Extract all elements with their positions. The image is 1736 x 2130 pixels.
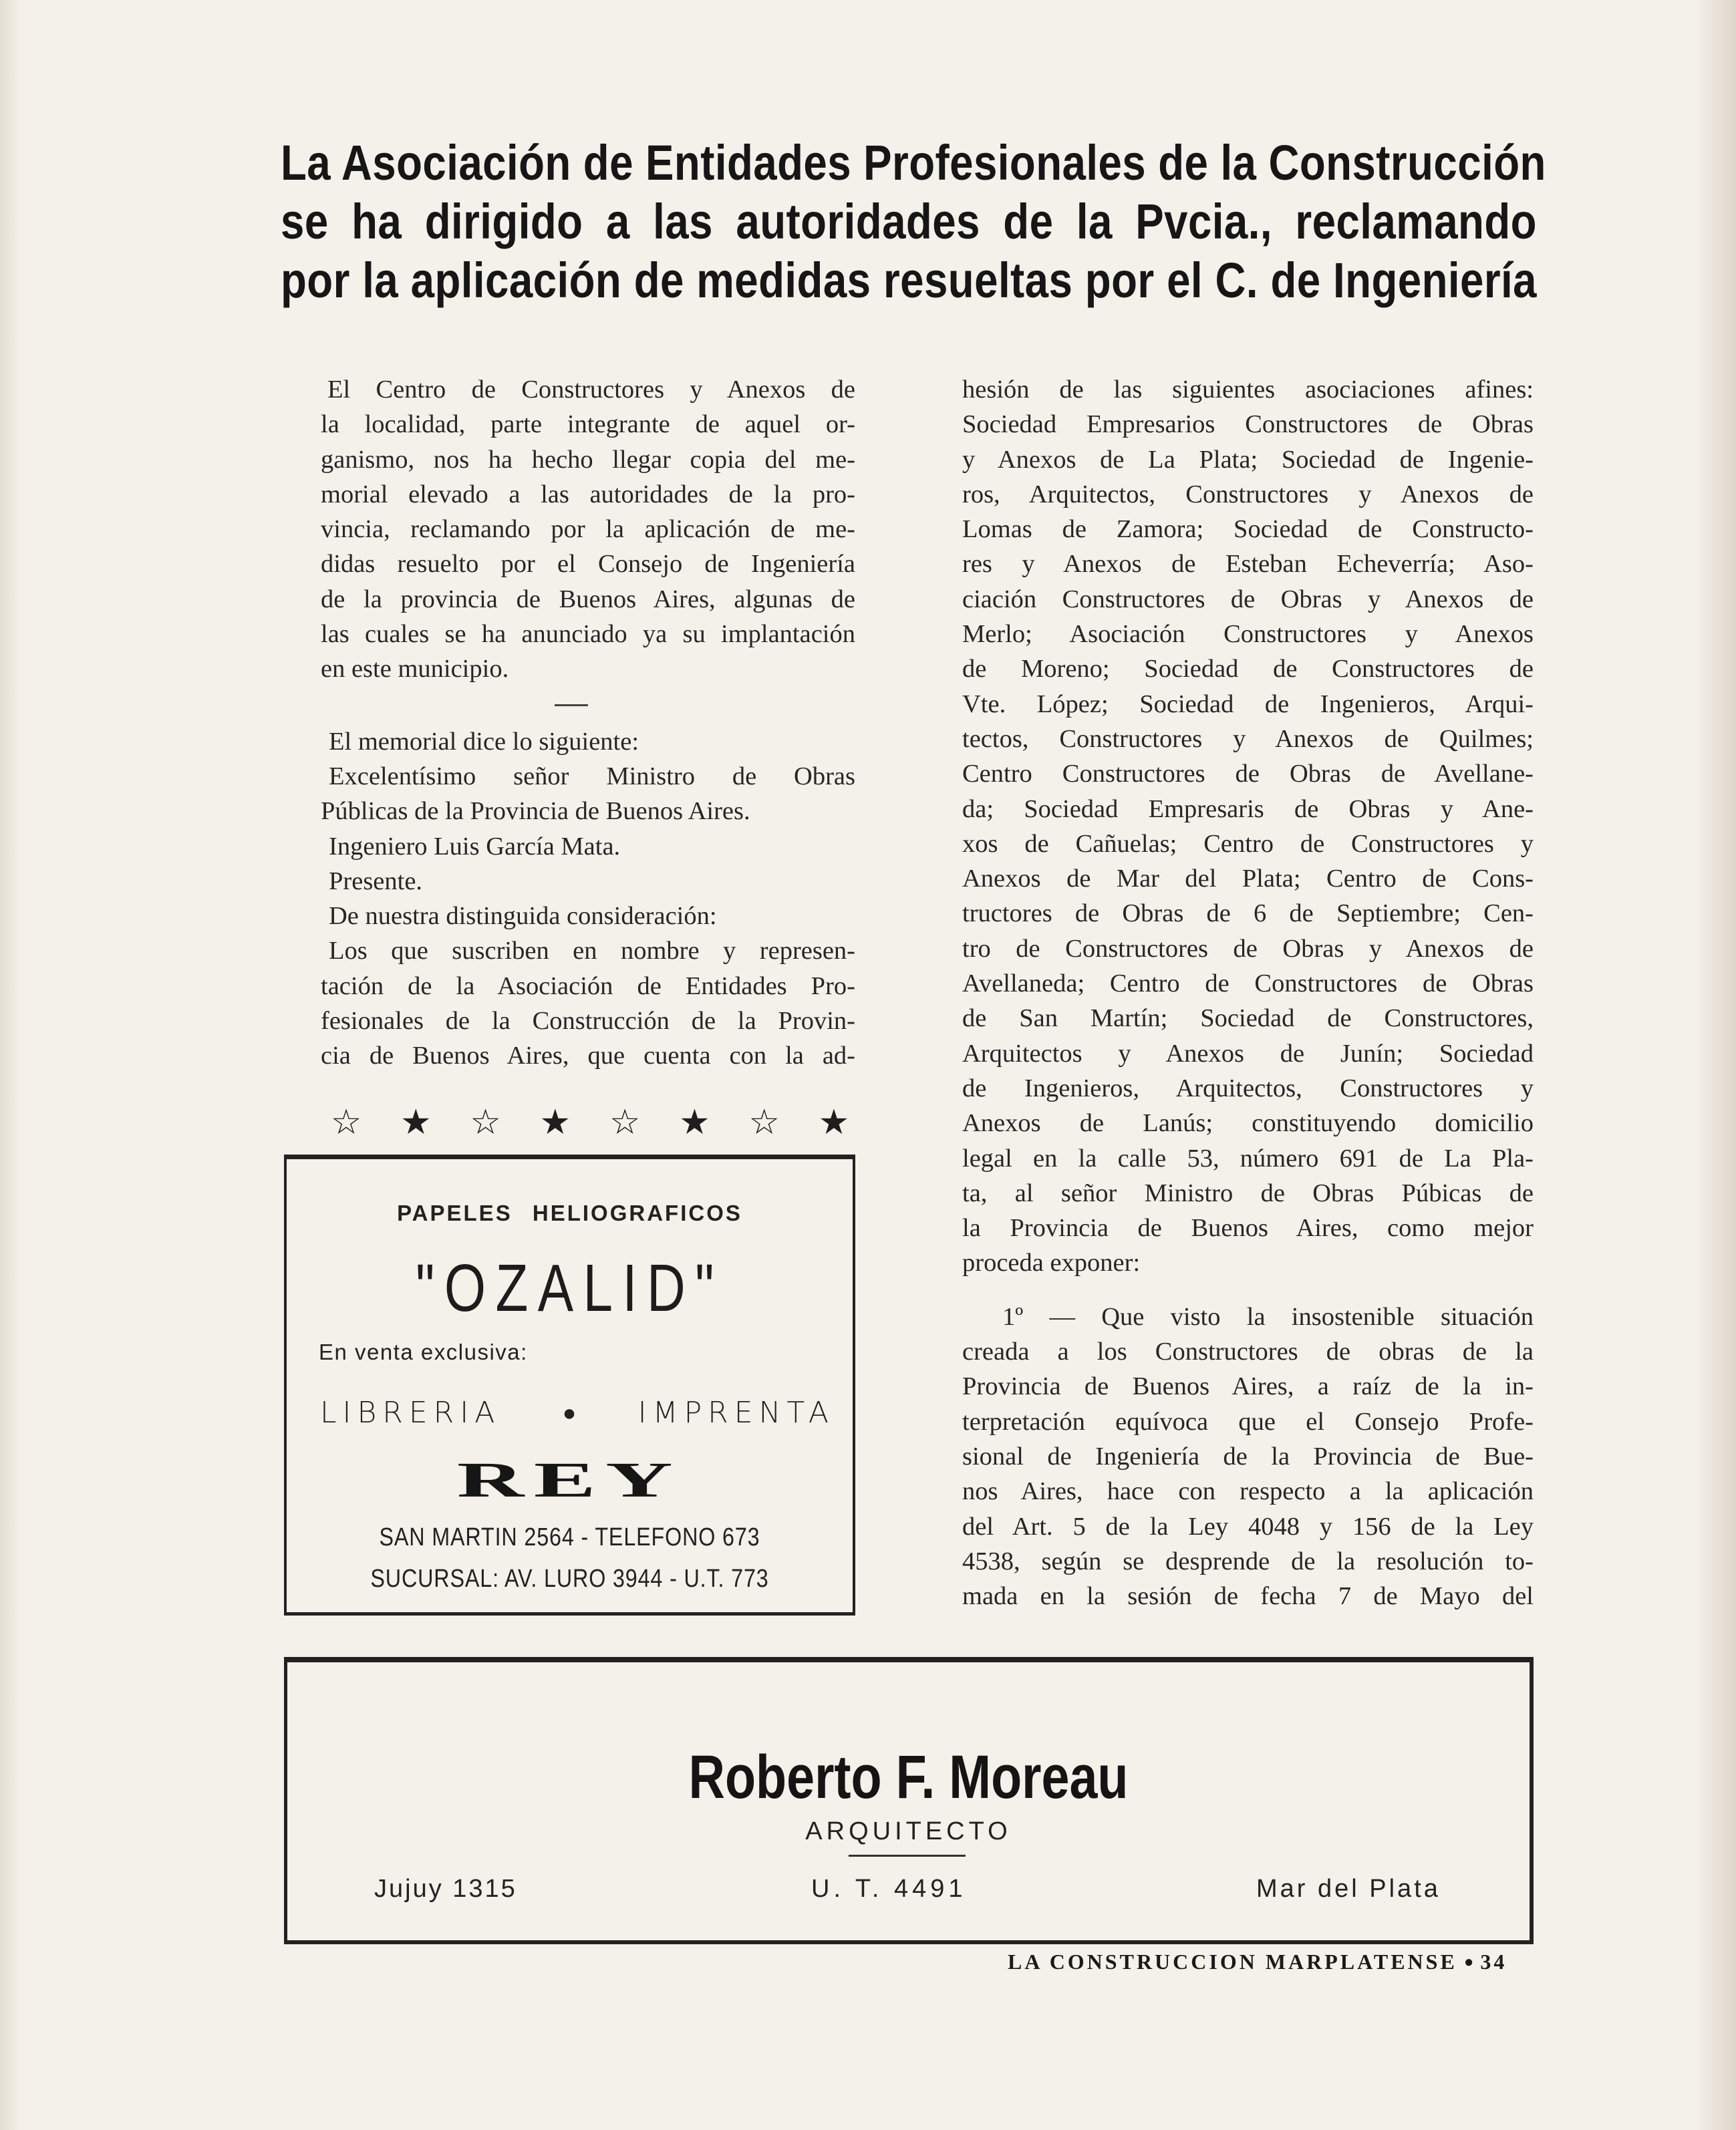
text-line: De nuestra distinguida consideración: bbox=[329, 902, 717, 931]
bullet-icon: ● bbox=[1463, 1954, 1474, 1971]
ad-store-logo: REY bbox=[456, 1451, 683, 1508]
memorial-heading bbox=[321, 724, 855, 934]
ad-store-line bbox=[320, 1396, 835, 1430]
text-line: del Art. 5 de la Ley 4048 y 156 de la Ley bbox=[962, 1512, 1534, 1541]
text-line: Presente. bbox=[329, 867, 423, 895]
ad-brand: "OZALID" bbox=[416, 1251, 724, 1326]
text-line: Arquitectos y Anexos de Junín; Sociedad bbox=[962, 1039, 1534, 1068]
architect-address: Jujuy 1315 bbox=[374, 1875, 517, 1903]
text-line: didas resuelto por el Consejo de Ingeniería bbox=[321, 550, 855, 579]
text-line: Lomas de Zamora; Sociedad de Constructo- bbox=[962, 515, 1534, 544]
star-filled-icon: ★ bbox=[539, 1102, 571, 1143]
text-line: ta, al señor Ministro de Obras Púbicas de bbox=[962, 1179, 1534, 1207]
text-line: Anexos de Lanús; constituyendo domicilio bbox=[962, 1109, 1534, 1138]
architect-phone: U. T. 4491 bbox=[811, 1875, 967, 1903]
ad-branch-address: SUCURSAL: AV. LURO 3944 - U.T. 773 bbox=[370, 1565, 769, 1593]
text-line: vincia, reclamando por la aplicación de me- bbox=[321, 515, 855, 544]
text-line: Ingeniero Luis García Mata. bbox=[329, 832, 621, 861]
right-column bbox=[962, 372, 1534, 1614]
text-line: xos de Cañuelas; Centro de Constructores y bbox=[962, 829, 1534, 858]
star-divider bbox=[326, 1099, 854, 1146]
text-line: fesionales de la Construcción de la Provin- bbox=[321, 1007, 855, 1036]
text-line: da; Sociedad Empresaris de Obras y Ane- bbox=[962, 794, 1534, 823]
text-line: El memorial dice lo siguiente: bbox=[329, 727, 639, 756]
text-line: la Provincia de Buenos Aires, como mejor bbox=[962, 1214, 1534, 1243]
text-line: Vte. López; Sociedad de Ingenieros, Arqui- bbox=[962, 690, 1534, 718]
text-line: Anexos de Mar del Plata; Centro de Cons- bbox=[962, 865, 1534, 893]
headline-line-1: La Asociación de Entidades Profesionales de la Construcción bbox=[281, 135, 1546, 190]
star-filled-icon: ★ bbox=[400, 1102, 432, 1143]
text-line: Centro Constructores de Obras de Avellane- bbox=[962, 760, 1534, 788]
text-line: creada a los Constructores de obras de la bbox=[962, 1338, 1534, 1366]
text-line: Los que suscriben en nombre y represen- bbox=[329, 937, 855, 965]
headline-line-3: por la aplicación de medidas resueltas por el C. de Ingeniería bbox=[281, 253, 1537, 308]
text-line: Merlo; Asociación Constructores y Anexos bbox=[962, 620, 1534, 649]
footer-rule bbox=[925, 1941, 1534, 1944]
text-line: de Moreno; Sociedad de Constructores de bbox=[962, 655, 1534, 683]
text-line: tación de la Asociación de Entidades Pro- bbox=[321, 971, 855, 1000]
section-dash bbox=[555, 704, 588, 706]
text-line: de San Martín; Sociedad de Constructores, bbox=[962, 1004, 1534, 1033]
ad-subheading: En venta exclusiva: bbox=[319, 1340, 528, 1364]
architect-title: ARQUITECTO bbox=[805, 1817, 1012, 1845]
text-line: y Anexos de La Plata; Sociedad de Ingenie- bbox=[962, 445, 1534, 474]
ad-address: SAN MARTIN 2564 - TELEFONO 673 bbox=[379, 1523, 760, 1551]
text-line: cia de Buenos Aires, que cuenta con la ad- bbox=[321, 1042, 855, 1070]
star-outline-icon: ☆ bbox=[609, 1102, 641, 1143]
title-rule bbox=[849, 1855, 966, 1857]
text-line: res y Anexos de Esteban Echeverría; Aso- bbox=[962, 550, 1534, 579]
text-line: 4538, según se desprende de la resolución to- bbox=[962, 1547, 1534, 1575]
text-line: tructores de Obras de 6 de Septiembre; Cen- bbox=[962, 899, 1534, 928]
text-line: Avellaneda; Centro de Constructores de Obras bbox=[962, 969, 1534, 998]
page-number: 34 bbox=[1480, 1950, 1507, 1974]
text-line: legal en la calle 53, número 691 de La Pla- bbox=[962, 1144, 1534, 1173]
text-line: Sociedad Empresarios Constructores de Obras bbox=[962, 410, 1534, 439]
text-line: nos Aires, hace con respecto a la aplicación bbox=[962, 1477, 1534, 1506]
text-line: ganismo, nos ha hecho llegar copia del me- bbox=[321, 445, 855, 474]
memorial-paragraph bbox=[321, 933, 855, 1073]
text-line: la localidad, parte integrante de aquel or- bbox=[321, 410, 855, 439]
text-line: de Ingenieros, Arquitectos, Constructores y bbox=[962, 1074, 1534, 1102]
ad-imprenta: IMPRENTA bbox=[637, 1396, 835, 1430]
text-line: en este municipio. bbox=[321, 655, 509, 683]
text-line: Provincia de Buenos Aires, a raíz de la in- bbox=[962, 1372, 1534, 1401]
star-filled-icon: ★ bbox=[818, 1102, 850, 1143]
text-line: ros, Arquitectos, Constructores y Anexos de bbox=[962, 480, 1534, 508]
architect-name: Roberto F. Moreau bbox=[688, 1743, 1129, 1811]
bullet-icon: ● bbox=[562, 1399, 577, 1426]
star-outline-icon: ☆ bbox=[470, 1102, 501, 1143]
text-line: terpretación equívoca que el Consejo Profe- bbox=[962, 1407, 1534, 1436]
publication-name: LA CONSTRUCCION MARPLATENSE bbox=[1008, 1950, 1457, 1974]
page-footer bbox=[1008, 1950, 1507, 1974]
text-line: tectos, Constructores y Anexos de Quilmes; bbox=[962, 724, 1534, 753]
left-column bbox=[321, 372, 855, 1074]
text-line: El Centro de Constructores y Anexos de bbox=[327, 375, 855, 404]
architect-city: Mar del Plata bbox=[1256, 1875, 1441, 1903]
headline-line-2: se ha dirigido a las autoridades de la Pvcia., reclamando bbox=[281, 194, 1537, 249]
headline bbox=[281, 134, 1546, 310]
star-outline-icon: ☆ bbox=[748, 1102, 780, 1143]
text-line: de la provincia de Buenos Aires, algunas de bbox=[321, 585, 855, 613]
point-one-paragraph bbox=[962, 1300, 1534, 1614]
ad-libreria: LIBRERIA bbox=[320, 1396, 501, 1430]
page-edge-left bbox=[0, 0, 20, 2130]
ozalid-advertisement bbox=[284, 1155, 855, 1616]
page-edge-right bbox=[1696, 0, 1736, 2130]
text-line: ciación Constructores de Obras y Anexos de bbox=[962, 585, 1534, 613]
text-line: proceda exponer: bbox=[962, 1249, 1141, 1277]
star-filled-icon: ★ bbox=[679, 1102, 710, 1143]
text-line: morial elevado a las autoridades de la pro- bbox=[321, 480, 855, 508]
intro-paragraph bbox=[321, 372, 855, 687]
star-outline-icon: ☆ bbox=[330, 1102, 362, 1143]
text-line: 1º — Que visto la insostenible situación bbox=[1002, 1302, 1534, 1331]
text-line: mada en la sesión de fecha 7 de Mayo del bbox=[962, 1582, 1534, 1611]
text-line: sional de Ingeniería de la Provincia de Bue- bbox=[962, 1442, 1534, 1471]
text-line: las cuales se ha anunciado ya su implantación bbox=[321, 620, 855, 649]
text-line: hesión de las siguientes asociaciones afines: bbox=[962, 375, 1534, 404]
moreau-advertisement bbox=[284, 1657, 1534, 1944]
text-line: Públicas de la Provincia de Buenos Aires. bbox=[321, 797, 750, 826]
ad-heading: PAPELES HELIOGRAFICOS bbox=[397, 1201, 742, 1225]
text-line: tro de Constructores de Obras y Anexos de bbox=[962, 934, 1534, 963]
text-line: Excelentísimo señor Ministro de Obras bbox=[329, 762, 855, 790]
associations-paragraph bbox=[962, 372, 1534, 1281]
